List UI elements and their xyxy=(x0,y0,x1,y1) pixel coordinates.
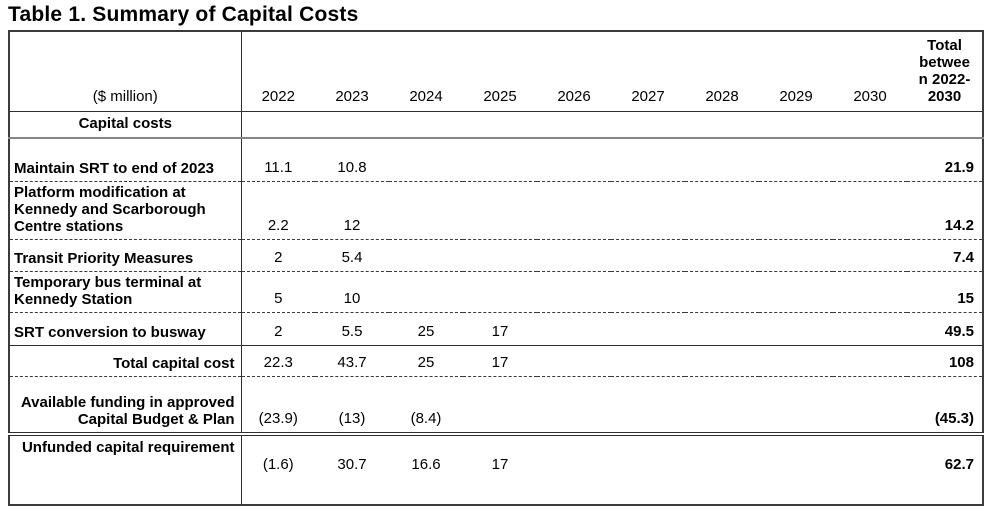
value-cell xyxy=(685,138,759,181)
value-cell: 2.2 xyxy=(241,181,315,239)
value-cell xyxy=(611,345,685,376)
table-row-total-capital-cost xyxy=(9,345,983,376)
value-cell: (23.9) xyxy=(241,376,315,434)
row-total-cell: 14.2 xyxy=(907,181,983,239)
value-cell xyxy=(685,434,759,505)
row-label: Maintain SRT to end of 2023 xyxy=(9,138,241,181)
row-label: SRT conversion to busway xyxy=(9,312,241,345)
value-cell xyxy=(833,312,907,345)
table-row-unfunded-requirement xyxy=(9,434,983,505)
value-cell: (8.4) xyxy=(389,376,463,434)
value-cell xyxy=(537,239,611,271)
value-cell: 10.8 xyxy=(315,138,389,181)
value-cell xyxy=(611,376,685,434)
value-cell xyxy=(685,376,759,434)
value-cell xyxy=(685,271,759,312)
value-cell xyxy=(611,181,685,239)
value-cell: 30.7 xyxy=(337,456,367,473)
year-header-2025: 2025 xyxy=(463,31,537,111)
value-cell xyxy=(389,271,463,312)
value-cell: 25 xyxy=(389,312,463,345)
value-cell: 17 xyxy=(463,312,537,345)
row-total-cell: (45.3) xyxy=(907,376,983,434)
value-cell xyxy=(685,239,759,271)
table-row-transit-priority xyxy=(9,239,983,271)
value-cell: 2 xyxy=(241,312,315,345)
year-header-2028: 2028 xyxy=(685,31,759,111)
value-cell xyxy=(759,376,833,434)
total-header-cell xyxy=(907,31,983,111)
value-cell xyxy=(685,345,759,376)
row-label: Available funding in approved Capital Budget & Plan xyxy=(9,376,241,434)
capital-costs-table xyxy=(8,30,984,506)
row-total-cell: 21.9 xyxy=(907,138,983,181)
value-cell: 16.6 xyxy=(411,456,441,473)
value-cell xyxy=(611,312,685,345)
header-row xyxy=(9,31,983,111)
value-cell xyxy=(833,181,907,239)
value-cell xyxy=(537,312,611,345)
total-header-text: Total between 2022-2030 xyxy=(918,36,971,105)
row-total-cell: 108 xyxy=(907,345,983,376)
value-cell: 5.5 xyxy=(315,312,389,345)
value-cell xyxy=(833,376,907,434)
row-total-cell: 62.7 xyxy=(944,456,974,473)
value-cell: 12 xyxy=(315,181,389,239)
row-total-cell: 7.4 xyxy=(907,239,983,271)
value-cell xyxy=(611,434,685,505)
row-total-cell: 49.5 xyxy=(907,312,983,345)
value-cell: (1.6) xyxy=(262,456,294,473)
value-cell xyxy=(833,138,907,181)
value-cell xyxy=(611,271,685,312)
value-cell xyxy=(759,271,833,312)
value-cell: (13) xyxy=(315,376,389,434)
value-cell xyxy=(537,271,611,312)
value-cell xyxy=(759,345,833,376)
value-cell xyxy=(685,181,759,239)
value-cell: 17 xyxy=(463,345,537,376)
value-cell xyxy=(537,138,611,181)
row-label: Platform modification at Kennedy and Scarborough Centre stations xyxy=(9,181,241,239)
year-header-2024: 2024 xyxy=(389,31,463,111)
value-cell: 10 xyxy=(315,271,389,312)
page-title: Table 1. Summary of Capital Costs xyxy=(8,3,359,26)
value-cell: 22.3 xyxy=(241,345,315,376)
value-cell xyxy=(759,312,833,345)
value-cell: 11.1 xyxy=(241,138,315,181)
value-cell xyxy=(833,239,907,271)
table-row-temporary-bus-terminal xyxy=(9,271,983,312)
row-total-cell: 15 xyxy=(907,271,983,312)
value-cell xyxy=(389,239,463,271)
value-cell xyxy=(611,138,685,181)
value-cell xyxy=(759,181,833,239)
value-cell xyxy=(759,434,833,505)
unit-header-cell: ($ million) xyxy=(9,31,241,111)
value-cell xyxy=(759,138,833,181)
year-header-2030: 2030 xyxy=(833,31,907,111)
value-cell xyxy=(833,271,907,312)
value-cell xyxy=(611,239,685,271)
year-header-2027: 2027 xyxy=(611,31,685,111)
year-header-2029: 2029 xyxy=(759,31,833,111)
row-label: Total capital cost xyxy=(9,345,241,376)
table-row-available-funding xyxy=(9,376,983,434)
value-cell xyxy=(759,239,833,271)
value-cell: 5 xyxy=(241,271,315,312)
table-row-platform-modification xyxy=(9,181,983,239)
value-cell xyxy=(463,239,537,271)
section-header-label: Capital costs xyxy=(9,111,241,138)
value-cell xyxy=(685,312,759,345)
section-row-spacer xyxy=(241,111,983,138)
value-cell xyxy=(537,376,611,434)
table-row-srt-conversion xyxy=(9,312,983,345)
year-header-2023: 2023 xyxy=(315,31,389,111)
value-cell: 17 xyxy=(491,456,509,473)
value-cell xyxy=(833,345,907,376)
table-row-maintain-srt xyxy=(9,138,983,181)
row-label: Temporary bus terminal at Kennedy Station xyxy=(9,271,241,312)
row-label: Transit Priority Measures xyxy=(9,239,241,271)
value-cell xyxy=(389,138,463,181)
value-cell xyxy=(389,181,463,239)
value-cell xyxy=(463,181,537,239)
value-cell: 5.4 xyxy=(315,239,389,271)
value-cell xyxy=(833,434,907,505)
value-cell xyxy=(537,181,611,239)
value-cell: 43.7 xyxy=(315,345,389,376)
section-row-capital-costs xyxy=(9,111,983,138)
year-header-2022: 2022 xyxy=(241,31,315,111)
value-cell xyxy=(463,138,537,181)
value-cell xyxy=(537,345,611,376)
value-cell xyxy=(537,434,611,505)
value-cell: 25 xyxy=(389,345,463,376)
value-cell xyxy=(463,271,537,312)
value-cell xyxy=(463,376,537,434)
row-label: Unfunded capital requirement xyxy=(9,434,241,505)
value-cell: 2 xyxy=(241,239,315,271)
year-header-2026: 2026 xyxy=(537,31,611,111)
